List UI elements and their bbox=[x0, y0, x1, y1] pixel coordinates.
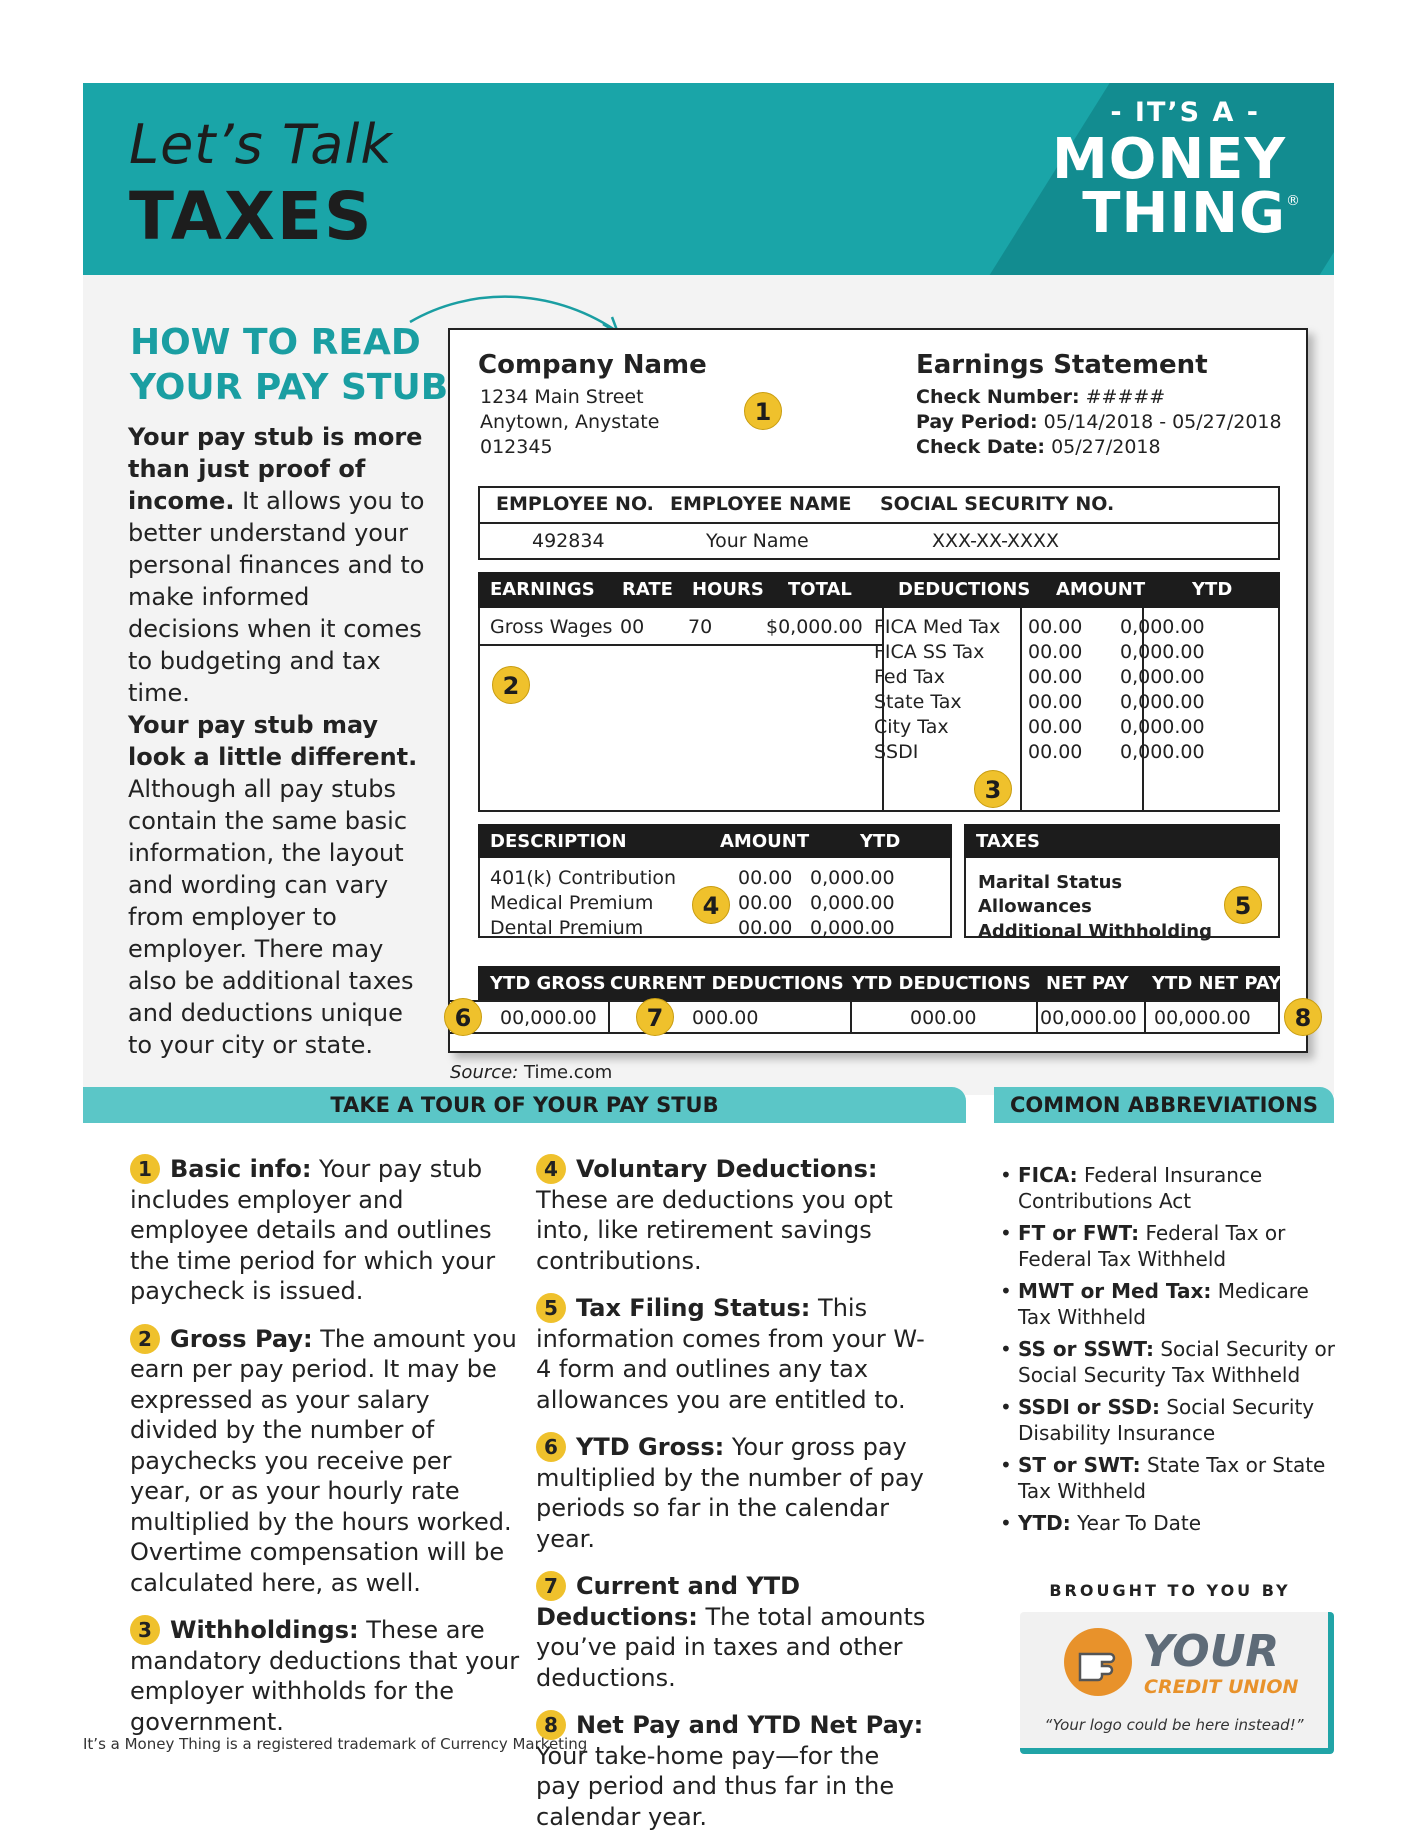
logo-word-money: MONEY bbox=[1051, 127, 1286, 192]
tour-number-7: 7 bbox=[536, 1571, 566, 1601]
source-credit bbox=[450, 1062, 612, 1083]
deduction-ytd: 0,000.00 bbox=[1120, 666, 1205, 688]
tour-text-4: These are deductions you opt into, like retirement savings contributions. bbox=[536, 1185, 893, 1275]
tour-number-2: 2 bbox=[130, 1324, 160, 1354]
gross-wages-total: $0,000.00 bbox=[766, 616, 863, 638]
sponsor-logo-card bbox=[1020, 1612, 1334, 1754]
title-line1: Let’s Talk bbox=[129, 113, 393, 176]
deduction-amount: 00.00 bbox=[1028, 691, 1083, 713]
heading-line2: YOUR PAY STUB bbox=[130, 367, 449, 408]
statement-title: Earnings Statement bbox=[916, 350, 1208, 380]
deduction-ytd: 0,000.00 bbox=[1120, 716, 1205, 738]
marker-2: 2 bbox=[492, 666, 530, 704]
ytd-deductions-value: 000.00 bbox=[910, 1007, 977, 1029]
intro-paragraph-1 bbox=[128, 421, 428, 709]
check-number-label: Check Number: bbox=[916, 386, 1080, 408]
voluntary-ytd: 0,000.00 bbox=[810, 892, 895, 914]
tour-number-5: 5 bbox=[536, 1293, 566, 1323]
pay-period bbox=[916, 411, 1282, 433]
emp-name-header: EMPLOYEE NAME bbox=[670, 493, 852, 515]
tour-number-3: 3 bbox=[130, 1615, 160, 1645]
sponsor-logo-credit-union: CREDIT UNION bbox=[1144, 1676, 1299, 1698]
tour-number-8: 8 bbox=[536, 1710, 566, 1740]
voluntary-name: 401(k) Contribution bbox=[490, 867, 677, 889]
check-date-value: 05/27/2018 bbox=[1045, 436, 1161, 458]
deduction-ytd: 0,000.00 bbox=[1120, 691, 1205, 713]
tour-title-6: YTD Gross: bbox=[576, 1433, 725, 1461]
section-heading bbox=[130, 320, 448, 410]
col-ytd: YTD bbox=[1192, 579, 1233, 600]
brought-to-you-by: BROUGHT TO YOU BY bbox=[1049, 1581, 1291, 1600]
deduction-amount: 00.00 bbox=[1028, 641, 1083, 663]
intro-bold-1: Your pay stub is more than just proof of income. bbox=[128, 423, 423, 515]
source-label: Source: bbox=[450, 1062, 519, 1083]
voluntary-name: Medical Premium bbox=[490, 892, 654, 914]
deduction-amount: 00.00 bbox=[1028, 616, 1083, 638]
tour-item-2 bbox=[130, 1324, 520, 1599]
divider bbox=[478, 644, 883, 646]
abbreviation-item bbox=[1000, 1394, 1340, 1446]
tour-title-3: Withholdings: bbox=[170, 1616, 359, 1644]
col-total: TOTAL bbox=[788, 579, 852, 600]
voluntary-ytd: 0,000.00 bbox=[810, 917, 895, 939]
abbreviation-term: FICA: bbox=[1018, 1163, 1078, 1187]
col-ytd-net-pay: YTD NET PAY bbox=[1152, 973, 1282, 994]
abbreviation-item bbox=[1000, 1510, 1340, 1536]
abbreviation-item bbox=[1000, 1220, 1340, 1272]
tour-text-7: The total amounts you’ve paid in taxes and other deductions. bbox=[536, 1602, 926, 1692]
intro-text-1: It allows you to better understand your personal finances and to make informed decisions when it comes to budgeting and tax time. bbox=[128, 487, 425, 707]
intro-paragraph-2 bbox=[128, 709, 428, 1061]
tour-text-6: Your gross pay multiplied by the number of pay periods so far in the calendar year. bbox=[536, 1433, 924, 1553]
tour-number-1: 1 bbox=[130, 1154, 160, 1184]
tour-title-1: Basic info: bbox=[170, 1155, 312, 1183]
deduction-name: FICA Med Tax bbox=[874, 616, 1001, 638]
abbreviation-definition: Year To Date bbox=[1070, 1511, 1202, 1535]
col-rate: RATE bbox=[622, 579, 673, 600]
tour-title-7: Current and YTD Deductions: bbox=[536, 1572, 801, 1631]
emp-no-value: 492834 bbox=[532, 530, 605, 552]
voluntary-ytd: 0,000.00 bbox=[810, 867, 895, 889]
address-line2: Anytown, Anystate bbox=[480, 411, 660, 433]
gross-wages-hours: 70 bbox=[688, 616, 713, 638]
intro-bold-2: Your pay stub may look a little different. bbox=[128, 711, 418, 771]
marker-6: 6 bbox=[444, 998, 482, 1036]
marker-3: 3 bbox=[974, 770, 1012, 808]
divider bbox=[850, 1000, 852, 1034]
pay-stub bbox=[448, 328, 1312, 1053]
col-taxes: TAXES bbox=[976, 831, 1040, 852]
tour-item-5 bbox=[536, 1293, 926, 1415]
col-current-deductions: CURRENT DEDUCTIONS bbox=[610, 973, 844, 994]
abbreviation-term: MWT or Med Tax: bbox=[1018, 1279, 1212, 1303]
divider bbox=[1036, 1000, 1038, 1034]
deduction-name: City Tax bbox=[874, 716, 949, 738]
abbreviation-definition: Federal Tax or Federal Tax Withheld bbox=[1018, 1221, 1286, 1271]
abbreviation-definition: Federal Insurance Contributions Act bbox=[1018, 1163, 1263, 1213]
marker-1: 1 bbox=[744, 392, 782, 430]
tour-item-8 bbox=[536, 1710, 926, 1832]
sponsor-tagline: “Your logo could be here instead!” bbox=[1044, 1716, 1304, 1734]
voluntary-name: Dental Premium bbox=[490, 917, 644, 939]
col-desc-ytd: YTD bbox=[860, 831, 901, 852]
emp-no-header: EMPLOYEE NO. bbox=[496, 493, 654, 515]
abbreviation-item bbox=[1000, 1336, 1340, 1388]
current-deductions-value: 000.00 bbox=[692, 1007, 759, 1029]
abbreviations-title: COMMON ABBREVIATIONS bbox=[994, 1087, 1334, 1123]
divider bbox=[1020, 608, 1022, 812]
col-description: DESCRIPTION bbox=[490, 831, 627, 852]
col-deductions: DEDUCTIONS bbox=[898, 579, 1031, 600]
voluntary-amount: 00.00 bbox=[738, 892, 793, 914]
footer-trademark: It’s a Money Thing is a registered trademark of Currency Marketing bbox=[83, 1735, 588, 1753]
col-desc-amount: AMOUNT bbox=[720, 831, 810, 852]
abbreviation-definition: State Tax or State Tax Withheld bbox=[1018, 1453, 1326, 1503]
divider bbox=[478, 522, 1280, 524]
col-amount: AMOUNT bbox=[1056, 579, 1146, 600]
deduction-name: SSDI bbox=[874, 741, 919, 763]
tour-text-5: This information comes from your W-4 form and outlines any tax allowances you are entitled to. bbox=[536, 1294, 925, 1414]
tour-column-2 bbox=[536, 1154, 926, 1837]
logo-tagline: - IT’S A - bbox=[1110, 97, 1260, 128]
abbreviation-item bbox=[1000, 1278, 1340, 1330]
deduction-amount: 00.00 bbox=[1028, 741, 1083, 763]
address-line3: 012345 bbox=[480, 436, 553, 458]
totals-header-bar bbox=[478, 966, 1280, 1002]
abbreviation-term: SS or SSWT: bbox=[1018, 1337, 1154, 1361]
tax-allowances: Allowances bbox=[978, 896, 1092, 917]
address-line1: 1234 Main Street bbox=[480, 386, 644, 408]
tour-title-8: Net Pay and YTD Net Pay: bbox=[576, 1711, 924, 1739]
abbreviation-term: SSDI or SSD: bbox=[1018, 1395, 1160, 1419]
pay-period-label: Pay Period: bbox=[916, 411, 1038, 433]
check-date-label: Check Date: bbox=[916, 436, 1046, 458]
tour-text-2: The amount you earn per pay period. It may be expressed as your salary divided by the number of paychecks you receive per year, or as your hourly rate multiplied by the hours worked. Overtime compensation will be calculated here, as well. bbox=[130, 1324, 517, 1597]
tour-title-5: Tax Filing Status: bbox=[576, 1294, 811, 1322]
deduction-ytd: 0,000.00 bbox=[1120, 616, 1205, 638]
voluntary-amount: 00.00 bbox=[738, 917, 793, 939]
deduction-amount: 00.00 bbox=[1028, 716, 1083, 738]
logo-word-thing: THING bbox=[1082, 181, 1286, 246]
col-ytd-gross: YTD GROSS bbox=[490, 973, 606, 994]
abbreviation-term: YTD: bbox=[1018, 1511, 1071, 1535]
abbreviation-item bbox=[1000, 1162, 1340, 1214]
col-earnings: EARNINGS bbox=[490, 579, 595, 600]
logo-registered: ® bbox=[1286, 193, 1300, 209]
abbreviation-term: ST or SWT: bbox=[1018, 1453, 1141, 1477]
abbreviations-list bbox=[1000, 1162, 1340, 1542]
deduction-name: FICA SS Tax bbox=[874, 641, 985, 663]
ytd-gross-value: 00,000.00 bbox=[500, 1007, 597, 1029]
marker-8: 8 bbox=[1284, 998, 1322, 1036]
tax-marital-status: Marital Status bbox=[978, 872, 1123, 893]
tax-additional-withholding: Additional Withholding bbox=[978, 921, 1212, 942]
marker-7: 7 bbox=[636, 998, 674, 1036]
emp-name-value: Your Name bbox=[706, 530, 809, 552]
pay-period-value: 05/14/2018 - 05/27/2018 bbox=[1037, 411, 1282, 433]
check-number bbox=[916, 386, 1165, 408]
intro-text-2: Although all pay stubs contain the same basic information, the layout and wording can vary from employer to employer. There may also be additional taxes and deductions unique to your city or state. bbox=[128, 775, 414, 1059]
tour-title-4: Voluntary Deductions: bbox=[576, 1155, 878, 1183]
ssn-header: SOCIAL SECURITY NO. bbox=[880, 493, 1115, 515]
description-header-bar bbox=[478, 824, 952, 858]
source-text: Time.com bbox=[518, 1062, 613, 1083]
tour-item-4 bbox=[536, 1154, 926, 1276]
sponsor-logo-your: YOUR bbox=[1142, 1626, 1280, 1677]
abbreviation-definition: Social Security or Social Security Tax Withheld bbox=[1018, 1337, 1335, 1387]
tour-item-1 bbox=[130, 1154, 520, 1307]
deduction-amount: 00.00 bbox=[1028, 666, 1083, 688]
tour-section-title: TAKE A TOUR OF YOUR PAY STUB bbox=[83, 1087, 966, 1123]
tour-title-2: Gross Pay: bbox=[170, 1324, 313, 1353]
abbreviation-definition: Social Security Disability Insurance bbox=[1018, 1395, 1315, 1445]
ssn-value: XXX-XX-XXXX bbox=[932, 530, 1060, 552]
heading-line1: HOW TO READ bbox=[130, 322, 421, 363]
gross-wages-label: Gross Wages bbox=[490, 616, 613, 638]
abbreviation-term: FT or FWT: bbox=[1018, 1221, 1140, 1245]
deduction-name: Fed Tax bbox=[874, 666, 946, 688]
deduction-name: State Tax bbox=[874, 691, 962, 713]
gross-wages-rate: 00 bbox=[620, 616, 645, 638]
title-line2: TAXES bbox=[129, 178, 374, 255]
tour-item-6 bbox=[536, 1432, 926, 1554]
ytd-net-pay-value: 00,000.00 bbox=[1154, 1007, 1251, 1029]
tour-text-1: Your pay stub includes employer and employee details and outlines the time period for which your paycheck is issued. bbox=[130, 1155, 496, 1305]
tour-item-7 bbox=[536, 1571, 926, 1693]
hand-pointer-icon bbox=[1060, 1624, 1136, 1700]
divider bbox=[1144, 1000, 1146, 1034]
tour-column-1 bbox=[130, 1154, 520, 1754]
net-pay-value: 00,000.00 bbox=[1040, 1007, 1137, 1029]
voluntary-amount: 00.00 bbox=[738, 867, 793, 889]
tour-item-3 bbox=[130, 1615, 520, 1737]
tour-text-8: Your take-home pay—for the pay period and thus far in the calendar year. bbox=[536, 1741, 895, 1831]
earnings-header-bar bbox=[478, 572, 1280, 608]
tour-number-6: 6 bbox=[536, 1432, 566, 1462]
marker-5: 5 bbox=[1224, 886, 1262, 924]
abbreviation-definition: Medicare Tax Withheld bbox=[1018, 1279, 1309, 1329]
tour-text-3: These are mandatory deductions that your employer withholds for the government. bbox=[130, 1616, 520, 1736]
deduction-ytd: 0,000.00 bbox=[1120, 641, 1205, 663]
check-number-value: ##### bbox=[1079, 386, 1166, 408]
marker-4: 4 bbox=[692, 886, 730, 924]
tour-number-4: 4 bbox=[536, 1154, 566, 1184]
col-ytd-deductions: YTD DEDUCTIONS bbox=[852, 973, 1031, 994]
taxes-header-bar bbox=[964, 824, 1280, 858]
col-net-pay: NET PAY bbox=[1046, 973, 1129, 994]
col-hours: HOURS bbox=[692, 579, 764, 600]
header-banner bbox=[83, 83, 1334, 275]
abbreviation-item bbox=[1000, 1452, 1340, 1504]
company-name: Company Name bbox=[478, 350, 707, 380]
deduction-ytd: 0,000.00 bbox=[1120, 741, 1205, 763]
check-date bbox=[916, 436, 1161, 458]
divider bbox=[608, 1000, 610, 1034]
